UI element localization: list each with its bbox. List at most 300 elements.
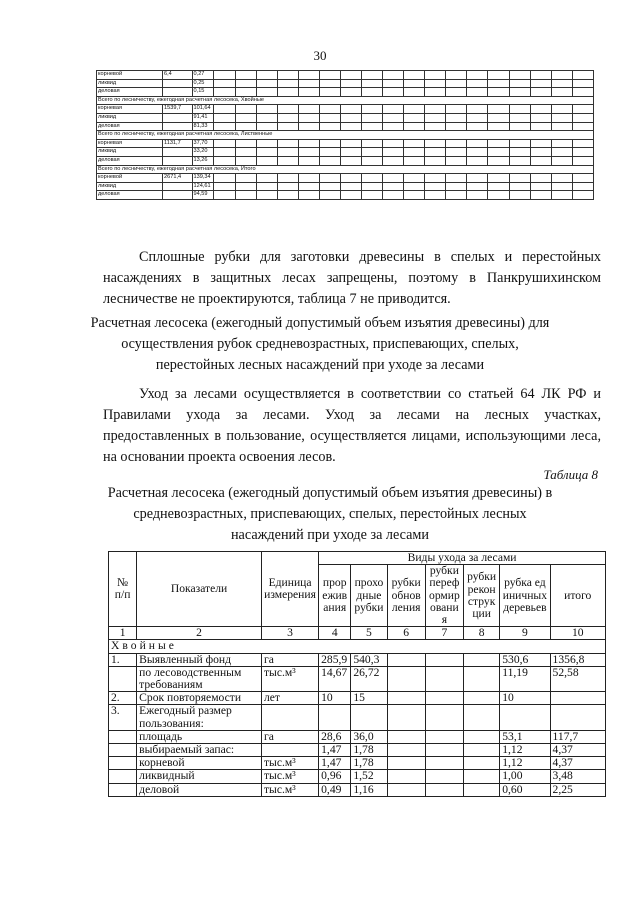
table-cell-c9: 1,12 [500, 744, 550, 757]
top-table-empty-cell [214, 79, 235, 88]
top-table-empty-cell [235, 71, 256, 80]
top-table-empty-cell [361, 148, 382, 157]
column-number: 8 [464, 627, 500, 640]
table-cell-c4: 1,47 [319, 744, 351, 757]
top-table-empty-cell [425, 113, 446, 122]
top-table-empty-cell [256, 148, 277, 157]
table-cell-c5: 1,78 [351, 757, 387, 770]
table-cell-n: 3. [109, 705, 137, 730]
top-table-empty-cell [214, 148, 235, 157]
top-table-empty-cell [446, 88, 467, 97]
top-table-empty-cell [340, 148, 361, 157]
top-table-group-header: Всего по лесничеству, ежегодная расчетная лесосека, Лиственные [97, 131, 594, 140]
table-cell-c4: 14,67 [319, 666, 351, 691]
top-table-empty-cell [319, 148, 340, 157]
top-table-empty-cell [404, 156, 425, 165]
table-cell-c10: 1356,8 [550, 653, 605, 666]
top-table-empty-cell [446, 113, 467, 122]
table-cell-unit: га [261, 653, 318, 666]
top-table-empty-cell [361, 122, 382, 131]
top-table-cell [163, 113, 193, 122]
top-table-empty-cell [298, 71, 319, 80]
top-table-empty-cell [425, 71, 446, 80]
top-table-empty-cell [256, 79, 277, 88]
top-table-empty-cell [361, 88, 382, 97]
table-cell-c9: 1,12 [500, 757, 550, 770]
table-cell-n [109, 770, 137, 783]
top-table-empty-cell [383, 174, 404, 183]
top-table-empty-cell [361, 79, 382, 88]
top-table-cell: 13,26 [192, 156, 214, 165]
top-table-empty-cell [361, 174, 382, 183]
top-table-empty-cell [235, 88, 256, 97]
top-table-empty-cell [467, 88, 488, 97]
table-cell-c4: 1,47 [319, 757, 351, 770]
table-cell-c6 [387, 770, 425, 783]
table-cell-c5: 1,78 [351, 744, 387, 757]
top-table-empty-cell [467, 71, 488, 80]
top-table-empty-cell [383, 105, 404, 114]
table-cell-label: ликвидный [137, 770, 262, 783]
top-table-empty-cell [425, 148, 446, 157]
top-table-label: деловая [97, 122, 163, 131]
table-cell-label: выбираемый запас: [137, 744, 262, 757]
table-cell-c8 [464, 783, 500, 796]
top-table-cell: 0,15 [192, 88, 214, 97]
header-care-type: проходные рубки [351, 565, 387, 627]
table-cell-unit: тыс.м³ [261, 783, 318, 796]
column-number: 4 [319, 627, 351, 640]
top-table-empty-cell [404, 174, 425, 183]
top-table-empty-cell [551, 105, 572, 114]
table-cell-c5: 1,52 [351, 770, 387, 783]
section-row [109, 640, 606, 653]
top-table-empty-cell [340, 156, 361, 165]
top-table-empty-cell [572, 105, 593, 114]
column-number: 3 [261, 627, 318, 640]
top-table-row [97, 191, 594, 200]
table-cell-n [109, 783, 137, 796]
table-cell-c7 [425, 692, 463, 705]
top-table-empty-cell [319, 156, 340, 165]
paragraph-clearcut: Сплошные рубки для заготовки древесины в спелых и перестойных насаждениях в защитных лесах запрещены, поэтому в Панкрушихинском лесничестве не проектируются, таблица 7 не приводится. [103, 249, 601, 307]
paragraph-forest-care: Уход за лесами осуществляется в соответствии со статьей 64 ЛК РФ и Правилами ухода за лесами. Уход за лесами на лесных участках, предоставленных в пользование, осуществляется лицами, использующими леса, на основании проекта освоения лесов. [103, 386, 601, 465]
top-table-empty-cell [404, 71, 425, 80]
table-cell-label: площадь [137, 730, 262, 743]
table-cell-c4: 0,96 [319, 770, 351, 783]
top-table-row [97, 174, 594, 183]
table-row [109, 770, 606, 783]
top-table-row [97, 139, 594, 148]
table-cell-c4: 28,6 [319, 730, 351, 743]
top-table-empty-cell [572, 113, 593, 122]
top-table-row [97, 88, 594, 97]
top-table-row [97, 182, 594, 191]
column-number: 6 [387, 627, 425, 640]
table-cell-c6 [387, 692, 425, 705]
table-cell-c10 [550, 692, 605, 705]
table-cell-n [109, 744, 137, 757]
top-table-empty-cell [509, 113, 530, 122]
top-table-empty-cell [551, 71, 572, 80]
top-table-empty-cell [467, 191, 488, 200]
top-table-empty-cell [467, 79, 488, 88]
table-cell-c8 [464, 705, 500, 730]
column-number: 5 [351, 627, 387, 640]
top-table-cell: 6,4 [163, 71, 193, 80]
table-cell-c5: 540,3 [351, 653, 387, 666]
top-table-empty-cell [551, 191, 572, 200]
header-unit: Единица измерения [261, 552, 318, 627]
top-table-label: ликвид [97, 79, 163, 88]
top-table-empty-cell [425, 182, 446, 191]
top-table-empty-cell [340, 191, 361, 200]
top-table-empty-cell [509, 105, 530, 114]
top-table-empty-cell [298, 148, 319, 157]
table-cell-label: Выявленный фонд [137, 653, 262, 666]
top-table-row [97, 156, 594, 165]
table-cell-c7 [425, 770, 463, 783]
top-table-empty-cell [256, 71, 277, 80]
top-table-empty-cell [425, 79, 446, 88]
top-table-empty-cell [319, 182, 340, 191]
top-table-empty-cell [277, 174, 298, 183]
top-table-body [97, 71, 594, 200]
top-table-label: корневая [97, 139, 163, 148]
table-cell-n [109, 666, 137, 691]
table-row [109, 666, 606, 691]
top-table-cell: 37,70 [192, 139, 214, 148]
top-table-empty-cell [277, 148, 298, 157]
top-table-label: ликвид [97, 182, 163, 191]
top-table-cell: 1131,7 [163, 139, 193, 148]
top-table-empty-cell [277, 182, 298, 191]
top-table-group-header: Всего по лесничеству, ежегодная расчетная лесосека, Хвойные [97, 96, 594, 105]
top-table-empty-cell [530, 88, 551, 97]
top-table-empty-cell [214, 156, 235, 165]
top-table-empty-cell [467, 182, 488, 191]
top-table-empty-cell [530, 113, 551, 122]
top-table-empty-cell [340, 182, 361, 191]
top-table-empty-cell [277, 105, 298, 114]
table-cell-c9: 53,1 [500, 730, 550, 743]
table-row [109, 730, 606, 743]
top-table-empty-cell [340, 88, 361, 97]
top-table-empty-cell [425, 105, 446, 114]
top-table-empty-cell [404, 191, 425, 200]
top-table-empty-cell [488, 79, 509, 88]
top-table-empty-cell [361, 105, 382, 114]
top-table-cell: 81,33 [192, 122, 214, 131]
top-table-empty-cell [446, 105, 467, 114]
top-table-empty-cell [277, 139, 298, 148]
top-table-empty-cell [319, 122, 340, 131]
top-table-empty-cell [551, 148, 572, 157]
top-table-empty-cell [572, 79, 593, 88]
top-table-empty-cell [446, 79, 467, 88]
table-cell-c6 [387, 744, 425, 757]
table-cell-unit [261, 705, 318, 730]
top-table-cell: 0,25 [192, 79, 214, 88]
top-table-empty-cell [298, 174, 319, 183]
top-table-group-header: Всего по лесничеству, ежегодная расчетная лесосека, Итого [97, 165, 594, 174]
page-number: 30 [313, 48, 327, 63]
top-table-label: корневая [97, 105, 163, 114]
top-table-empty-cell [277, 122, 298, 131]
table-cell-c4: 10 [319, 692, 351, 705]
top-table-empty-cell [214, 139, 235, 148]
top-table-empty-cell [509, 182, 530, 191]
header-care-type: рубка единичных деревьев [500, 565, 550, 627]
top-table-empty-cell [235, 122, 256, 131]
table-cell-c5: 36,0 [351, 730, 387, 743]
top-table-empty-cell [319, 113, 340, 122]
table-row [109, 757, 606, 770]
top-table-empty-cell [298, 139, 319, 148]
top-table-label: ликвид [97, 148, 163, 157]
top-table-empty-cell [298, 113, 319, 122]
top-table-empty-cell [319, 191, 340, 200]
top-table-empty-cell [467, 139, 488, 148]
top-table-empty-cell [446, 182, 467, 191]
top-table-empty-cell [298, 122, 319, 131]
top-table-empty-cell [425, 88, 446, 97]
top-table-empty-cell [214, 105, 235, 114]
top-table-empty-cell [530, 139, 551, 148]
table-cell-c7 [425, 653, 463, 666]
top-table-empty-cell [383, 113, 404, 122]
top-table-empty-cell [530, 182, 551, 191]
top-table-empty-cell [256, 139, 277, 148]
table-cell-n [109, 730, 137, 743]
top-table-empty-cell [488, 182, 509, 191]
column-number: 1 [109, 627, 137, 640]
table-cell-c9: 0,60 [500, 783, 550, 796]
top-table-cell: 139,34 [192, 174, 214, 183]
top-table-empty-cell [446, 191, 467, 200]
table-cell-unit: тыс.м³ [261, 770, 318, 783]
top-table-empty-cell [277, 191, 298, 200]
table-cell-unit: тыс.м³ [261, 666, 318, 691]
top-table-empty-cell [530, 79, 551, 88]
top-table-empty-cell [256, 113, 277, 122]
table-cell-c4 [319, 705, 351, 730]
top-table-empty-cell [361, 191, 382, 200]
main-data-table [108, 551, 606, 797]
top-table-empty-cell [235, 79, 256, 88]
top-table-empty-cell [488, 174, 509, 183]
header-care-types: Виды ухода за лесами [319, 552, 606, 565]
table-cell-c6 [387, 705, 425, 730]
top-table-empty-cell [256, 105, 277, 114]
top-table-empty-cell [404, 182, 425, 191]
table-cell-label: по лесоводственным требованиям [137, 666, 262, 691]
table-cell-c5: 1,16 [351, 783, 387, 796]
top-table-empty-cell [551, 182, 572, 191]
top-table-empty-cell [277, 71, 298, 80]
top-table-empty-cell [298, 88, 319, 97]
top-summary-table [96, 70, 594, 200]
top-table-empty-cell [404, 79, 425, 88]
top-table-empty-cell [340, 113, 361, 122]
table-cell-unit [261, 744, 318, 757]
table-cell-c4: 285,9 [319, 653, 351, 666]
top-table-empty-cell [340, 79, 361, 88]
top-table-empty-cell [488, 113, 509, 122]
top-table-cell: 101,64 [192, 105, 214, 114]
top-table-empty-cell [509, 191, 530, 200]
top-table-cell [163, 191, 193, 200]
top-table-empty-cell [572, 182, 593, 191]
table-cell-c8 [464, 653, 500, 666]
top-table-empty-cell [488, 105, 509, 114]
top-table-empty-cell [214, 113, 235, 122]
top-table-empty-cell [551, 139, 572, 148]
table-cell-c5: 15 [351, 692, 387, 705]
top-table-cell: 2671,4 [163, 174, 193, 183]
top-table-empty-cell [404, 139, 425, 148]
top-table-cell: 94,59 [192, 191, 214, 200]
table-cell-c9: 530,6 [500, 653, 550, 666]
top-table-empty-cell [509, 148, 530, 157]
top-table-empty-cell [467, 148, 488, 157]
top-table-empty-cell [446, 122, 467, 131]
top-table-empty-cell [361, 139, 382, 148]
top-table-empty-cell [235, 174, 256, 183]
table-cell-c10: 117,7 [550, 730, 605, 743]
top-table-empty-cell [383, 148, 404, 157]
table-cell-c8 [464, 744, 500, 757]
top-table-empty-cell [383, 182, 404, 191]
top-table-empty-cell [509, 88, 530, 97]
top-table-empty-cell [319, 105, 340, 114]
top-table-empty-cell [277, 156, 298, 165]
top-table-empty-cell [551, 79, 572, 88]
top-table-empty-cell [383, 79, 404, 88]
table-cell-c7 [425, 730, 463, 743]
header-care-type: прореживания [319, 565, 351, 627]
table-cell-c8 [464, 730, 500, 743]
top-table-empty-cell [467, 113, 488, 122]
header-care-type: рубки реконструкции [464, 565, 500, 627]
section-conifers: Хвойные [109, 640, 606, 653]
top-table-empty-cell [383, 71, 404, 80]
table-row [109, 653, 606, 666]
top-table-empty-cell [572, 122, 593, 131]
top-table-empty-cell [530, 174, 551, 183]
table-cell-c9 [500, 705, 550, 730]
table-cell-c10: 2,25 [550, 783, 605, 796]
top-table-label: корневой [97, 174, 163, 183]
top-table-empty-cell [404, 148, 425, 157]
top-table-empty-cell [509, 71, 530, 80]
table-row [109, 744, 606, 757]
table-cell-c7 [425, 783, 463, 796]
top-table-empty-cell [467, 174, 488, 183]
top-table-empty-cell [551, 88, 572, 97]
table-cell-c10: 3,48 [550, 770, 605, 783]
table-caption: Таблица 8 [543, 467, 598, 482]
top-table-empty-cell [446, 148, 467, 157]
top-table-empty-cell [509, 122, 530, 131]
header-indicators: Показатели [137, 552, 262, 627]
top-table-empty-cell [214, 182, 235, 191]
top-table-empty-cell [235, 148, 256, 157]
top-table-empty-cell [235, 105, 256, 114]
table-cell-c5: 26,72 [351, 666, 387, 691]
table-row [109, 692, 606, 705]
top-table-cell [163, 148, 193, 157]
table-cell-label: Ежегодный размер пользования: [137, 705, 262, 730]
table-cell-c7 [425, 666, 463, 691]
top-table-cell: 1539,7 [163, 105, 193, 114]
top-table-label: деловая [97, 191, 163, 200]
top-table-empty-cell [319, 139, 340, 148]
top-table-empty-cell [235, 156, 256, 165]
column-number-row [109, 627, 606, 640]
top-table-label: корневой [97, 71, 163, 80]
table-cell-unit: лет [261, 692, 318, 705]
top-table-empty-cell [319, 71, 340, 80]
top-table-empty-cell [319, 174, 340, 183]
column-number: 9 [500, 627, 550, 640]
top-table-empty-cell [383, 122, 404, 131]
top-table-empty-cell [446, 174, 467, 183]
table-cell-c7 [425, 757, 463, 770]
table-cell-c4: 0,49 [319, 783, 351, 796]
top-table-empty-cell [298, 79, 319, 88]
table-cell-c9: 10 [500, 692, 550, 705]
top-table-empty-cell [446, 156, 467, 165]
top-table-empty-cell [361, 156, 382, 165]
top-table-empty-cell [214, 191, 235, 200]
top-table-empty-cell [214, 122, 235, 131]
header-num: № п/п [109, 552, 137, 627]
top-table-empty-cell [509, 79, 530, 88]
top-table-empty-cell [256, 182, 277, 191]
top-table-empty-cell [214, 71, 235, 80]
top-table-cell: 91,41 [192, 113, 214, 122]
table-cell-label: Срок повторяемости [137, 692, 262, 705]
top-table-empty-cell [277, 113, 298, 122]
top-table-empty-cell [383, 156, 404, 165]
table-cell-c7 [425, 744, 463, 757]
header-care-type: рубки переформирования [425, 565, 463, 627]
top-table-row [97, 105, 594, 114]
top-table-row [97, 131, 594, 140]
top-table-empty-cell [404, 88, 425, 97]
top-table-empty-cell [340, 71, 361, 80]
table-cell-c6 [387, 783, 425, 796]
table-cell-c8 [464, 692, 500, 705]
top-table-cell: 0,27 [192, 71, 214, 80]
column-number: 10 [550, 627, 605, 640]
table-cell-label: деловой [137, 783, 262, 796]
top-table-empty-cell [488, 71, 509, 80]
top-table-empty-cell [319, 79, 340, 88]
top-table-empty-cell [509, 174, 530, 183]
top-table-empty-cell [467, 105, 488, 114]
top-table-empty-cell [425, 191, 446, 200]
top-table-row [97, 71, 594, 80]
top-table-empty-cell [340, 139, 361, 148]
top-table-empty-cell [425, 174, 446, 183]
top-table-empty-cell [340, 122, 361, 131]
top-table-empty-cell [530, 156, 551, 165]
table-cell-n: 1. [109, 653, 137, 666]
top-table-empty-cell [383, 139, 404, 148]
top-table-empty-cell [383, 191, 404, 200]
